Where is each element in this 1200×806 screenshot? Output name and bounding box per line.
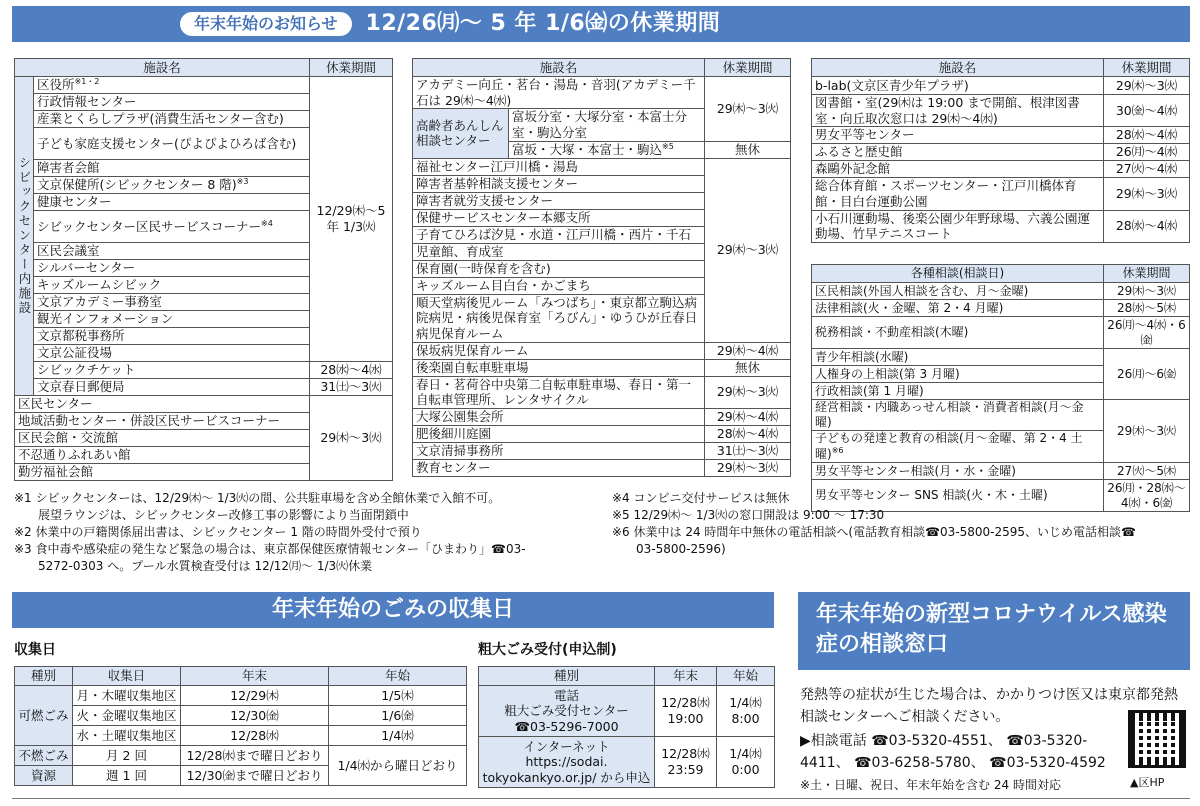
header-pill: 年末年始のお知らせ: [180, 12, 352, 36]
facility-table-1: [14, 58, 393, 481]
col-header: 種別: [479, 667, 655, 686]
bulky-kind: インターネット https://sodai. tokyokankyo.or.jp/ から申込: [479, 737, 655, 788]
col-header: 収集日: [73, 667, 181, 686]
civic-period: 12/29㈭～5 年 1/3㈫: [310, 77, 393, 362]
consult-period: 27㈫～5㈭: [1104, 463, 1190, 480]
facility-name: 大塚公園集会所: [413, 408, 705, 425]
facility-name: 後楽園自転車駐車場: [413, 359, 705, 376]
facility-name: シビックチケット: [34, 362, 310, 379]
facility-name: ふるさと歴史館: [812, 144, 1104, 161]
facility-name: 図書館・室(29㈭は 19:00 まで開館、根津図書室・向丘取次窓口は 29㈭～4㈬): [812, 95, 1104, 127]
facility-name: 健康センター: [34, 194, 310, 211]
facility-name: 文京保健所(シビックセンター 8 階)$^{※3}$: [34, 177, 310, 194]
garbage-day: 水・土曜収集地区: [73, 726, 181, 746]
consult-name: 区民相談(外国人相談を含む、月～金曜): [812, 283, 1104, 300]
facility-period: 無休: [705, 141, 791, 158]
consultation-table: [811, 264, 1190, 512]
facility-name: 不忍通りふれあい館: [15, 447, 310, 464]
bulky-table: [478, 666, 775, 788]
facility-period: 31㈯～3㈫: [705, 442, 791, 459]
note-line: ※6 休業中は 24 時間年中無休の電話相談へ(電話教育相談☎03-5800-2595、いじめ電話相談☎: [612, 525, 1136, 539]
facility-name: 文京公証役場: [34, 345, 310, 362]
garbage-banner: [12, 592, 774, 628]
notes-right: [612, 490, 1192, 558]
bulky-end: 12/28㈬ 23:59: [655, 737, 717, 788]
consult-name: 男女平等センター SNS 相談(火・木・土曜): [812, 480, 1104, 512]
facility-name: 児童館、育成室: [413, 243, 705, 260]
facility-name: 文京アカデミー事務室: [34, 294, 310, 311]
phone-number: ☎03-5320-4551、: [871, 733, 1002, 749]
note-line: ※5 12/29㈭～ 1/3㈫の窓口開設は 9:00 ～ 17:30: [612, 508, 885, 522]
col-header-period: 休業期間: [1104, 265, 1190, 283]
consult-period: 26㈪～6㈮: [1104, 349, 1190, 400]
bottom-rule: [12, 798, 1190, 799]
consult-period: 26㈪～4㈬・6㈮: [1104, 317, 1190, 349]
consult-name: 税務相談・不動産相談(木曜): [812, 317, 1104, 349]
facility-name: 保健サービスセンター本郷支所: [413, 209, 705, 226]
anshin-label: 高齢者あんしん相談センター: [413, 109, 509, 158]
note-line: 03-5800-2596): [612, 542, 726, 556]
consult-period: 28㈬～5㈭: [1104, 300, 1190, 317]
facility-period: 29㈭～3㈫: [705, 77, 791, 142]
phone-label: ▶相談電話: [800, 733, 867, 749]
facility-period: 28㈬～4㈬: [1104, 210, 1190, 242]
facility-period: 31㈯～3㈫: [310, 379, 393, 396]
facility-period: 29㈭～3㈫: [705, 376, 791, 408]
col-header-facility: 施設名: [15, 59, 310, 77]
garbage-day: 火・金曜収集地区: [73, 706, 181, 726]
header-banner: [12, 6, 1190, 42]
corona-title: 年末年始の新型コロナウイルス感染症の相談窓口: [816, 602, 1167, 657]
consult-name: 青少年相談(水曜): [812, 349, 1104, 366]
facility-period: 29㈭～4㈬: [705, 342, 791, 359]
facility-period: 29㈭～3㈫: [705, 459, 791, 476]
phone-number: ☎03-6258-5780、: [854, 755, 985, 771]
collection-label: 収集日: [14, 642, 56, 658]
consult-name: 男女平等センター相談(月・水・金曜): [812, 463, 1104, 480]
bulky-end: 12/28㈬ 19:00: [655, 686, 717, 737]
facility-period: 26㈪～4㈬: [1104, 144, 1190, 161]
garbage-title: 年末年始のごみの収集日: [271, 597, 514, 623]
note-line: ※4 コンビニ交付サービスは無休: [612, 491, 790, 505]
garbage-end: 12/30㈮: [181, 706, 329, 726]
consult-name: 子どもの発達と教育の相談(月～金曜、第 2・4 土曜)$^{※6}$: [812, 431, 1104, 463]
header-title: 12/26㈪～ 5 年 1/6㈮の休業期間: [365, 11, 721, 37]
garbage-start: 1/6㈮: [329, 706, 467, 726]
garbage-kind: 可燃ごみ: [15, 686, 73, 746]
civic-group-label: シビックセンター内施設: [15, 77, 34, 396]
note-line: 5272-0303 へ。プール水質検査受付は 12/12㈪～ 1/3㈫休業: [14, 559, 373, 573]
facility-table-2: [412, 58, 791, 477]
facility-name: 区民会館・交流館: [15, 430, 310, 447]
others-period: 29㈭～3㈫: [310, 396, 393, 481]
facility-period: 28㈬～4㈬: [705, 425, 791, 442]
consult-name: 経営相談・内職あっせん相談・消費者相談(月～金曜): [812, 400, 1104, 431]
facility-name: 保育園(一時保育を含む): [413, 260, 705, 277]
facility-name: 文京都税事務所: [34, 328, 310, 345]
qr-code-icon[interactable]: [1128, 710, 1186, 768]
facility-name: キッズルーム目白台・かごまち: [413, 277, 705, 294]
col-header: 年始: [717, 667, 775, 686]
phone-number: ☎03-5320-4592: [989, 755, 1106, 771]
note-line: ※3 食中毒や感染症の発生など緊急の場合は、東京都保健医療情報センター「ひまわり」☎03-: [14, 542, 526, 556]
col-header-consult: 各種相談(相談日): [812, 265, 1104, 283]
facility-name: 春日・茗荷谷中央第二自転車駐車場、春日・第一自転車管理所、レンタサイクル: [413, 376, 705, 408]
col-header: 年末: [181, 667, 329, 686]
facility-name: 保坂病児保育ルーム: [413, 342, 705, 359]
bulky-start: 1/4㈬ 8:00: [717, 686, 775, 737]
facility-name: アカデミー向丘・茗台・湯島・音羽(アカデミー千石は 29㈭～4㈬): [413, 77, 705, 109]
facility-period: 30㈮～4㈬: [1104, 95, 1190, 127]
facility-name: 文京春日郵便局: [34, 379, 310, 396]
facility-name: 総合体育館・スポーツセンター・江戸川橋体育館・目白台運動公園: [812, 178, 1104, 210]
col-header-period: 休業期間: [1104, 59, 1190, 77]
facility-name: 産業とくらしプラザ(消費生活センター含む): [34, 111, 310, 128]
facility-name: 勤労福祉会館: [15, 464, 310, 481]
facility-name: 福祉センター江戸川橋・湯島: [413, 158, 705, 175]
facility-period: 28㈬～4㈬: [1104, 127, 1190, 144]
consult-period: 29㈭～3㈫: [1104, 283, 1190, 300]
bulky-start: 1/4㈬ 0:00: [717, 737, 775, 788]
garbage-day: 月・木曜収集地区: [73, 686, 181, 706]
mid-period: 29㈭～3㈫: [705, 158, 791, 342]
col-header-facility: 施設名: [413, 59, 705, 77]
phone-number: ☎03-5320-4411、: [800, 733, 1088, 771]
consult-name: 行政相談(第 1 月曜): [812, 383, 1104, 400]
facility-period: 29㈭～3㈫: [1104, 178, 1190, 210]
facility-name: 文京清掃事務所: [413, 442, 705, 459]
facility-name: 肥後細川庭園: [413, 425, 705, 442]
corona-phones: [800, 730, 1122, 774]
facility-name: 行政情報センター: [34, 94, 310, 111]
facility-name: 区民センター: [15, 396, 310, 413]
consult-period: 26㈪・28㈬～4㈬・6㈮: [1104, 480, 1190, 512]
corona-banner: [798, 592, 1190, 670]
facility-name: 順天堂病後児ルーム「みつばち」・東京都立駒込病院病児・病後児保育室「ろびん」・ゆうひが丘春日病児保育ルーム: [413, 294, 705, 342]
facility-name: 障害者基幹相談支援センター: [413, 175, 705, 192]
garbage-start: 1/4㈬: [329, 726, 467, 746]
facility-name: 区民会議室: [34, 243, 310, 260]
col-header: 種別: [15, 667, 73, 686]
garbage-day: 週 1 回: [73, 766, 181, 786]
facility-period: 29㈭～3㈫: [1104, 77, 1190, 95]
garbage-end: 12/28㈬: [181, 726, 329, 746]
facility-name: 森鷗外記念館: [812, 161, 1104, 178]
facility-name: 障害者就労支援センター: [413, 192, 705, 209]
facility-name: 子ども家庭支援センター(ぴよぴよひろば含む): [34, 128, 310, 160]
note-line: ※2 休業中の戸籍関係届出書は、シビックセンター 1 階の時間外受付で預り: [14, 525, 422, 539]
note-line: ※1 シビックセンターは、12/29㈭～ 1/3㈫の間、公共駐車場を含め全館休業で入館不可。: [14, 491, 501, 505]
facility-name: 教育センター: [413, 459, 705, 476]
qr-caption: ▲区HP: [1130, 776, 1165, 789]
facility-period: 28㈬～4㈬: [310, 362, 393, 379]
note-line: 展望ラウンジは、シビックセンター改修工事の影響により当面閉鎖中: [14, 508, 409, 522]
facility-name: シルバーセンター: [34, 260, 310, 277]
col-header: 年末: [655, 667, 717, 686]
garbage-day: 月 2 回: [73, 746, 181, 766]
facility-name: 地域活動センター・併設区民サービスコーナー: [15, 413, 310, 430]
facility-name: 男女平等センター: [812, 127, 1104, 144]
garbage-end: 12/28㈬まで曜日どおり: [181, 746, 329, 766]
facility-table-3: [811, 58, 1190, 243]
corona-note: ※土・日曜、祝日、年末年始を含む 24 時間対応: [800, 778, 1061, 792]
facility-name: 観光インフォメーション: [34, 311, 310, 328]
facility-name: 子育てひろば汐見・水道・江戸川橋・西片・千石: [413, 226, 705, 243]
bulky-kind: 電話 粗大ごみ受付センター ☎03-5296-7000: [479, 686, 655, 737]
garbage-end: 12/29㈭: [181, 686, 329, 706]
notes-left: [14, 490, 604, 575]
consult-period: 29㈭～3㈫: [1104, 400, 1190, 463]
facility-name: b-lab(文京区青少年プラザ): [812, 77, 1104, 95]
col-header-period: 休業期間: [310, 59, 393, 77]
consult-name: 法律相談(火・金曜、第 2・4 月曜): [812, 300, 1104, 317]
facility-name: キッズルームシビック: [34, 277, 310, 294]
facility-name: 富坂・大塚・本富士・駒込$^{※5}$: [509, 141, 705, 158]
collection-table: [14, 666, 467, 786]
facility-period: 27㈫～4㈬: [1104, 161, 1190, 178]
facility-period: 29㈭～4㈬: [705, 408, 791, 425]
garbage-start: 1/5㈭: [329, 686, 467, 706]
facility-period: 無休: [705, 359, 791, 376]
bulky-label: 粗大ごみ受付(申込制): [478, 642, 617, 658]
col-header-period: 休業期間: [705, 59, 791, 77]
facility-name: 区役所$^{※1・2}$: [34, 77, 310, 94]
garbage-kind: 資源: [15, 766, 73, 786]
corona-body: 発熱等の症状が生じた場合は、かかりつけ医又は東京都発熱相談センターへご相談ください。: [800, 687, 1178, 725]
facility-name: 富坂分室・大塚分室・本富士分室・駒込分室: [509, 109, 705, 141]
col-header-facility: 施設名: [812, 59, 1104, 77]
garbage-end: 12/30㈮まで曜日どおり: [181, 766, 329, 786]
col-header: 年始: [329, 667, 467, 686]
garbage-start: 1/4㈬から曜日どおり: [329, 746, 467, 786]
facility-name: 小石川運動場、後楽公園少年野球場、六義公園運動場、竹早テニスコート: [812, 210, 1104, 242]
consult-name: 人権身の上相談(第 3 月曜): [812, 366, 1104, 383]
facility-name: 障害者会館: [34, 160, 310, 177]
facility-name: シビックセンター区民サービスコーナー$^{※4}$: [34, 211, 310, 243]
garbage-kind: 不燃ごみ: [15, 746, 73, 766]
